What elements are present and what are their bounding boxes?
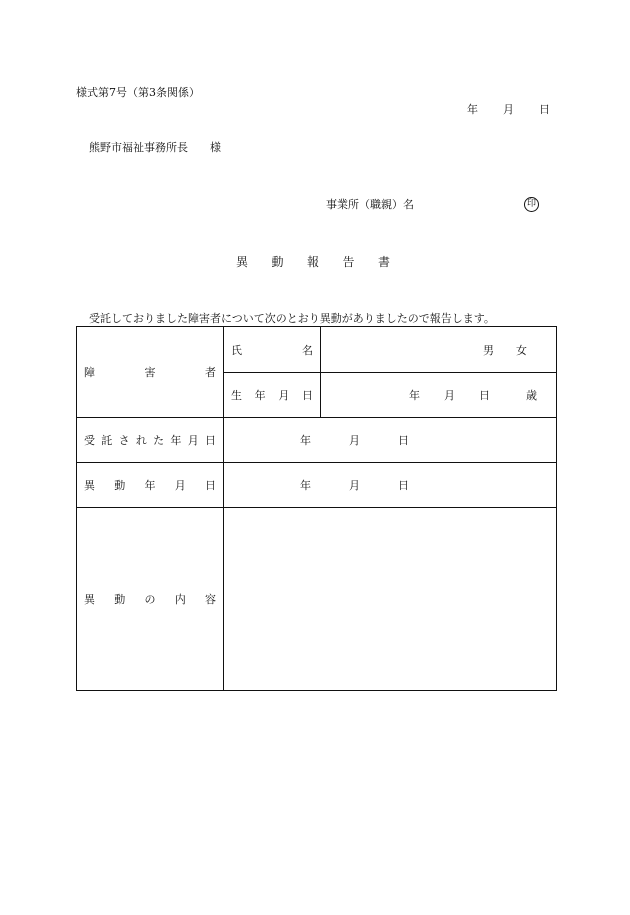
addressee-honorific: 様 [210,141,221,154]
entrusted-label-cell [77,418,224,463]
change-content-row [77,508,557,691]
day-char: 日 [539,103,550,116]
title-char: 報 [306,255,319,269]
title-char: 書 [377,255,390,269]
name-row [77,327,557,373]
birth-value-cell[interactable] [321,373,557,418]
seal-icon: 印 [524,197,539,212]
form-number: 様式第7号（第3条関係） [76,86,200,99]
change-date-label: 異 動 年 月 日 [84,479,216,492]
month-char: 月 [503,103,514,116]
birth-value: 年 月 日 歳 [409,389,537,402]
name-value-cell[interactable] [321,327,557,373]
document-title [236,256,390,268]
person-header-cell [77,327,224,418]
gender-options [321,342,556,358]
name-label: 氏 名 [231,343,313,357]
title-char: 動 [271,255,284,269]
change-content-label-cell [77,508,224,691]
person-header: 障 害 者 [84,366,216,379]
change-content-value-cell[interactable] [224,508,557,691]
change-date: 年 月 日 [300,479,409,492]
entrusted-value-cell[interactable] [224,418,557,463]
report-table [76,326,557,691]
addressee-name: 熊野市福祉事務所長 [89,141,188,154]
change-date-row [77,463,557,508]
change-date-label-cell [77,463,224,508]
title-char: 告 [342,255,355,269]
seal-mark [524,197,539,212]
title-char: 異 [236,255,249,269]
birth-label: 生 年 月 日 [231,389,313,402]
sender-label: 事業所（職親）名 [326,198,414,211]
entrusted-date: 年 月 日 [300,434,409,447]
addressee [89,142,221,153]
change-date-value-cell[interactable] [224,463,557,508]
intro-text: 受託しておりました障害者について次のとおり異動がありましたので報告します。 [89,312,495,325]
gender-male[interactable]: 男 [483,343,494,357]
entrusted-row [77,418,557,463]
submission-date [467,104,550,115]
gender-female[interactable]: 女 [516,343,527,357]
year-char: 年 [467,103,478,116]
entrusted-label: 受 託 さ れ た 年 月 日 [84,434,216,447]
name-label-cell [224,327,321,373]
change-content-label: 異 動 の 内 容 [84,593,216,606]
birth-label-cell [224,373,321,418]
